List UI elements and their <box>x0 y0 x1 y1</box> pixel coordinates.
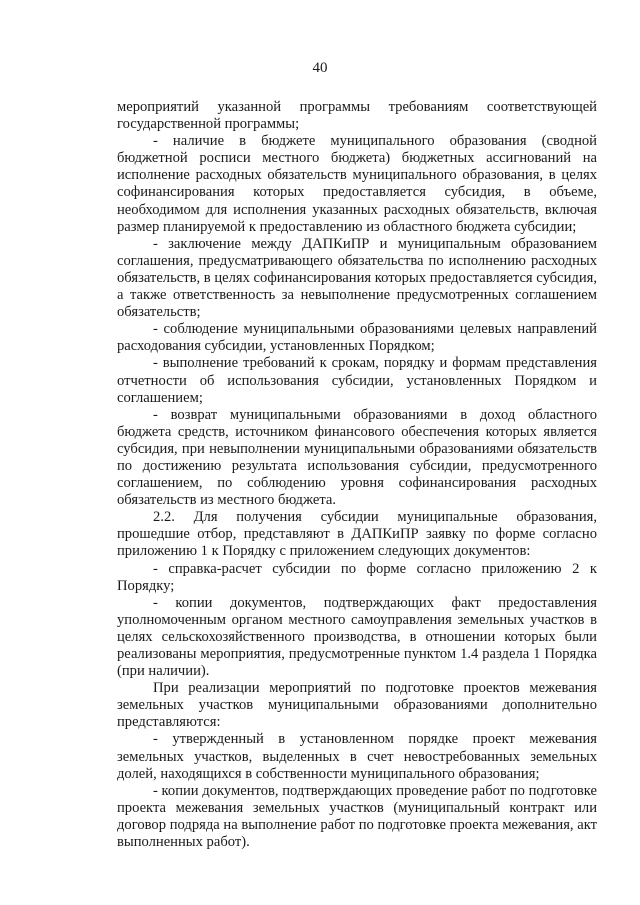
document-body <box>117 99 597 851</box>
paragraph-land-documents: - копии документов, подтверждающих факт предоставления уполномоченным органом местного самоуправления земельных участков в целях сельскохозяйственного производства, в отношении которых были реализованы мероприятия, предусмотренные пунктом 1.4 раздела 1 Порядка (при наличии). <box>117 594 597 680</box>
paragraph-surveying-project: - утвержденный в установленном порядке проект межевания земельных участков, выделенных в счет невостребованных земельных долей, находящихся в собственности муниципального образования; <box>117 731 597 782</box>
paragraph-surveying-intro: При реализации мероприятий по подготовке проектов межевания земельных участков муниципальными образованиями дополнительно представляются: <box>117 680 597 731</box>
paragraph-agreement: - заключение между ДАПКиПР и муниципальным образованием соглашения, предусматривающего обязательства по исполнению расходных обязательств, в целях софинансирования которых предоставляется субсидия, а также ответственность за невыполнение предусмотренных соглашением обязательств; <box>117 235 597 321</box>
paragraph-calculation: - справка-расчет субсидии по форме согласно приложению 2 к Порядку; <box>117 560 597 594</box>
paragraph-target-use: - соблюдение муниципальными образованиями целевых направлений расходования субсидии, установленных Порядком; <box>117 321 597 355</box>
paragraph-section-2-2: 2.2. Для получения субсидии муниципальные образования, прошедшие отбор, представляют в ДАПКиПР заявку по форме согласно приложению 1 к Порядку с приложением следующих документов: <box>117 509 597 560</box>
paragraph-refund: - возврат муниципальными образованиями в доход областного бюджета средств, источником финансового обеспечения которых является субсидия, при невыполнении муниципальными образованиями обязательств по достижению результата использования субсидии, предусмотренного соглашением, по соблюдению уровня софинансирования расходных обязательств из местного бюджета. <box>117 406 597 509</box>
paragraph-continuation: мероприятий указанной программы требованиям соответствующей государственной программы; <box>117 99 597 133</box>
page-number: 40 <box>312 60 328 76</box>
paragraph-reporting: - выполнение требований к срокам, порядку и формам представления отчетности об использования субсидии, установленных Порядком и соглашением; <box>117 355 597 406</box>
paragraph-surveying-documents: - копии документов, подтверждающих проведение работ по подготовке проекта межевания земельных участков (муниципальный контракт или договор подряда на выполнение работ по подготовке проекта межевания, акт выполненных работ). <box>117 782 597 851</box>
paragraph-budget-allocation: - наличие в бюджете муниципального образования (сводной бюджетной росписи местного бюджета) бюджетных ассигнований на исполнение расходных обязательств муниципального образования, в целях софинансирования которых предоставляется субсидия, в объеме, необходимом для исполнения указанных расходных обязательств, включая размер планируемой к предоставлению из областного бюджета субсидии; <box>117 133 597 235</box>
